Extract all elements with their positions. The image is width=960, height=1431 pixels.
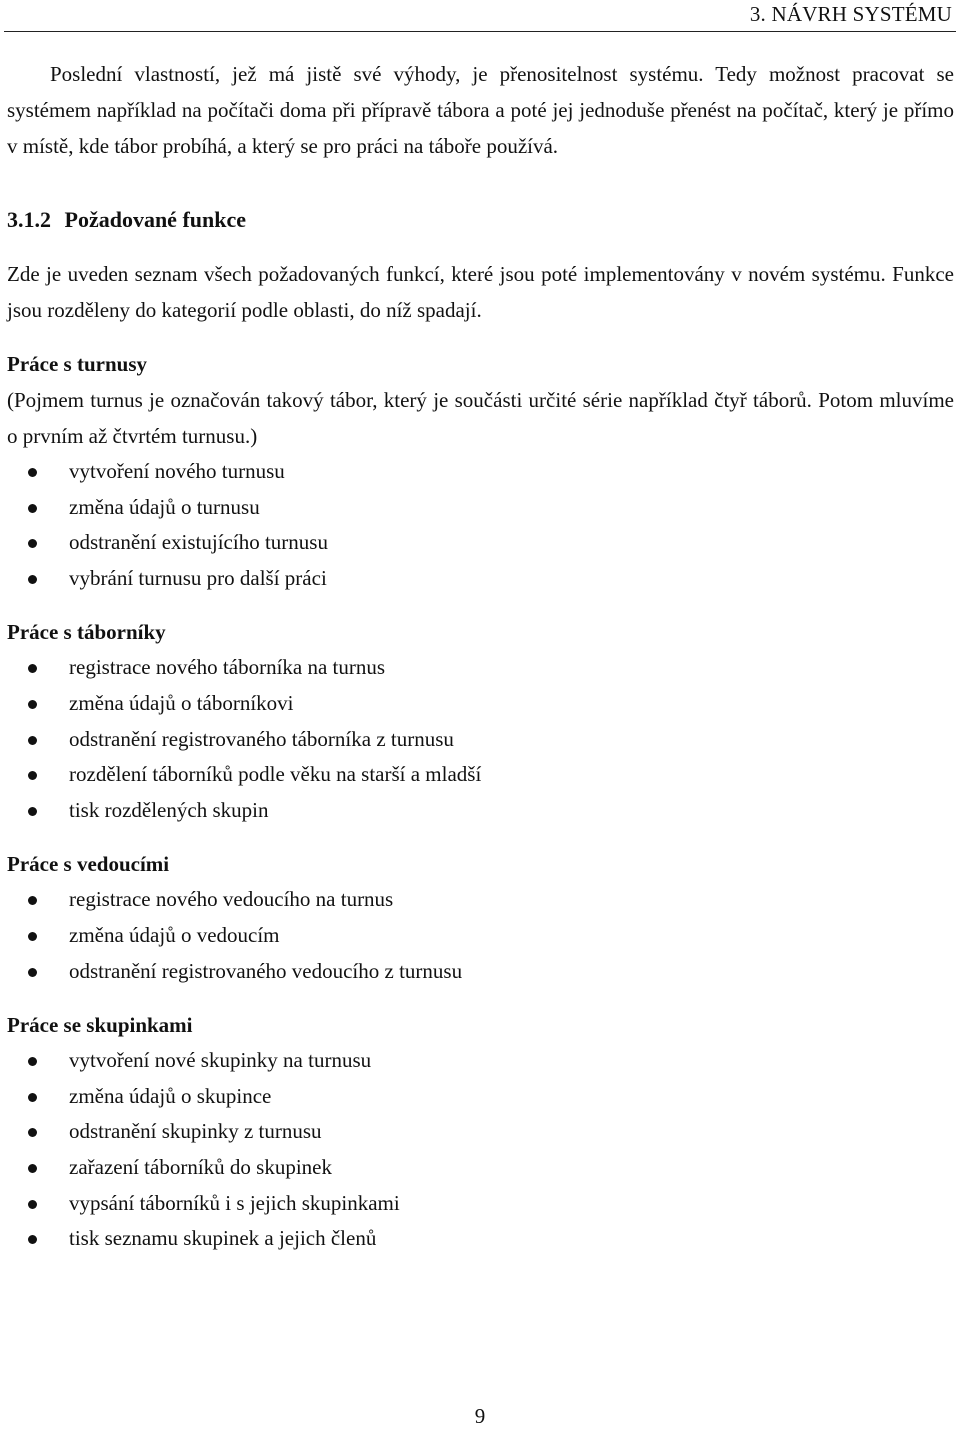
bullet-list: [7, 882, 954, 989]
list-item-text: rozdělení táborníků podle věku na starší a mladší: [69, 762, 482, 787]
list-item: [7, 1221, 954, 1257]
section-heading: [7, 202, 954, 238]
section-description: Zde je uveden seznam všech požadovaných funkcí, které jsou poté implementovány v novém systému. Funkce jsou rozděleny do kategorií podle oblasti, do níž spadají.: [7, 262, 954, 322]
bullet-icon: [28, 896, 37, 905]
list-item-text: tisk seznamu skupinek a jejich členů: [69, 1226, 377, 1251]
list-item: [7, 686, 954, 722]
list-item-text: registrace nového táborníka na turnus: [69, 655, 386, 680]
list-item-text: změna údajů o vedoucím: [69, 922, 280, 947]
category-block: [7, 346, 954, 596]
list-item: [7, 882, 954, 918]
bullet-icon: [28, 1200, 37, 1209]
running-header: 3. NÁVRH SYSTÉMU: [749, 2, 952, 26]
bullet-icon: [28, 1164, 37, 1173]
list-item-text: vypsání táborníků i s jejich skupinkami: [69, 1190, 400, 1215]
bullet-list: [7, 454, 954, 596]
category-title: Práce s vedoucími: [7, 852, 170, 877]
bullet-list: [7, 650, 954, 828]
bullet-icon: [28, 932, 37, 941]
category-note: (Pojmem turnus je označován takový tábor, který je součásti určité série například čtyř táborů. Potom mluvíme o prvním až čtvrtém turnusu.): [7, 388, 954, 448]
bullet-icon: [28, 539, 37, 548]
intro-paragraph: Poslední vlastností, jež má jistě své výhody, je přenositelnost systému. Tedy možnost pracovat se systémem například na počítači doma při přípravě tábora a poté jej jednoduše přenést na počítač, který je přímo v místě, kde tábor probíhá, a který se pro práci na táboře používá.: [7, 62, 954, 158]
section-number: 3.1.2: [7, 207, 51, 232]
list-item: [7, 454, 954, 490]
header-rule: [4, 31, 956, 32]
list-item-text: vybrání turnusu pro další práci: [69, 565, 327, 590]
bullet-icon: [28, 968, 37, 977]
list-item-text: tisk rozdělených skupin: [69, 797, 269, 822]
list-item: [7, 793, 954, 829]
bullet-icon: [28, 807, 37, 816]
bullet-icon: [28, 1128, 37, 1137]
bullet-list: [7, 1043, 954, 1257]
list-item: [7, 561, 954, 597]
category-title: Práce se skupinkami: [7, 1013, 193, 1038]
list-item: [7, 1114, 954, 1150]
list-item-text: zařazení táborníků do skupinek: [69, 1154, 332, 1179]
bullet-icon: [28, 1235, 37, 1244]
category-block: [7, 614, 954, 828]
list-item-text: odstranění skupinky z turnusu: [69, 1119, 322, 1144]
list-item-text: změna údajů o turnusu: [69, 494, 260, 519]
bullet-icon: [28, 736, 37, 745]
list-item: [7, 1186, 954, 1222]
list-item-text: změna údajů o táborníkovi: [69, 690, 294, 715]
bullet-icon: [28, 664, 37, 673]
page-number: 9: [474, 1404, 486, 1428]
list-item: [7, 490, 954, 526]
list-item: [7, 525, 954, 561]
list-item: [7, 722, 954, 758]
list-item-text: registrace nového vedoucího na turnus: [69, 887, 394, 912]
list-item: [7, 918, 954, 954]
category-title: Práce s turnusy: [7, 352, 147, 376]
list-item: [7, 954, 954, 990]
list-item-text: vytvoření nového turnusu: [69, 459, 285, 483]
bullet-icon: [28, 771, 37, 780]
bullet-icon: [28, 1093, 37, 1102]
list-item: [7, 1079, 954, 1115]
list-item-text: změna údajů o skupince: [69, 1083, 272, 1108]
category-block: [7, 846, 954, 989]
list-item-text: odstranění registrovaného táborníka z turnusu: [69, 726, 454, 751]
list-item-text: odstranění existujícího turnusu: [69, 530, 328, 555]
bullet-icon: [28, 504, 37, 513]
category-title: Práce s táborníky: [7, 620, 166, 645]
page-content: [7, 56, 954, 1257]
list-item: [7, 757, 954, 793]
bullet-icon: [28, 468, 37, 477]
section-title: Požadované funkce: [64, 207, 246, 232]
list-item: [7, 1043, 954, 1079]
list-item-text: odstranění registrovaného vedoucího z turnusu: [69, 958, 463, 983]
list-item-text: vytvoření nové skupinky na turnusu: [69, 1048, 372, 1073]
bullet-icon: [28, 1057, 37, 1066]
list-item: [7, 1150, 954, 1186]
bullet-icon: [28, 575, 37, 584]
bullet-icon: [28, 700, 37, 709]
category-block: [7, 1007, 954, 1257]
list-item: [7, 650, 954, 686]
